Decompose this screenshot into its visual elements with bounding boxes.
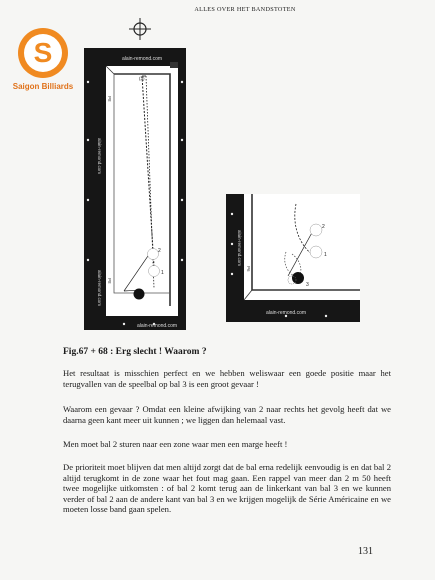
figure-caption: Fig.67 + 68 : Erg slecht ! Waarom ? — [63, 347, 207, 357]
label-side-top: P8 — [107, 96, 112, 102]
ball-2-label: 2 — [322, 224, 325, 230]
billiard-diagram-fig67 — [84, 48, 186, 330]
ball-1-label: 1 — [324, 252, 327, 258]
crosshair-icon — [129, 18, 151, 40]
ball-3 — [134, 289, 145, 300]
paragraph-1: Het resultaat is misschien perfect en we hebben weliswaar een goede positie maar het terugvallen van de speelbal op bal 3 is een groot gevaar ! — [63, 368, 391, 389]
paragraph-2: Waarom een gevaar ? Omdat een kleine afwijking van 2 naar rechts het gevolg heeft dat we daarna geen kant meer uit kunnen ; we liggen dan helemaal vast. — [63, 404, 391, 425]
watermark-bottom: alain-remond.com — [266, 310, 307, 316]
logo-inner — [24, 34, 62, 72]
ball-2 — [148, 249, 159, 260]
label-side: P6 — [246, 266, 251, 272]
paragraph-3: Men moet bal 2 sturen naar een zone waar men een marge heeft ! — [63, 439, 288, 449]
ball-1 — [310, 246, 322, 258]
label-side-bottom: P8 — [107, 278, 112, 284]
billiard-diagram-fig68 — [226, 194, 360, 322]
ball-3 — [292, 272, 304, 284]
running-head: ALLES OVER HET BANDSTOTEN — [194, 6, 296, 13]
label-top: (3) — [139, 76, 145, 81]
table-cloth — [106, 66, 178, 316]
logo-circle — [18, 28, 68, 78]
ball-3-label: 3 — [306, 282, 309, 288]
ball-2 — [310, 224, 322, 236]
ball-2-label: 2 — [158, 248, 161, 254]
ball-1-label: 1 — [161, 270, 164, 276]
watermark-side-lower: alain-remond.com — [97, 270, 102, 307]
ball-1 — [149, 266, 160, 277]
saigon-billiards-logo — [8, 28, 78, 100]
watermark-side: alain-remond.com — [97, 138, 102, 175]
paragraph-4: De prioriteit moet blijven dat men altijd zorgt dat de bal erna redelijk eenvoudig is en dat bal 2 altijd terugkomt in de zone waar het fout mag gaan. Een rappel van meer dan 2 m 50 heeft twee mogelijke uitkomsten : of bal 2 komt terug aan de linkerkant van bal 3 en we kunnen verder of bal 2 aan de andere kant van bal 3 en we krijgen mogelijk de Série Américaine en we moeten losse band gaan spelen. — [63, 462, 391, 515]
watermark-bottom: alain-remond.com — [137, 323, 178, 329]
page-number: 131 — [358, 546, 373, 557]
watermark-side: alain-remond.com — [237, 230, 242, 267]
logo-letter: S — [33, 37, 53, 68]
watermark-top: alain-remond.com — [122, 56, 163, 62]
logo-text: Saigon Billiards — [12, 82, 74, 91]
table-cloth — [244, 194, 360, 300]
